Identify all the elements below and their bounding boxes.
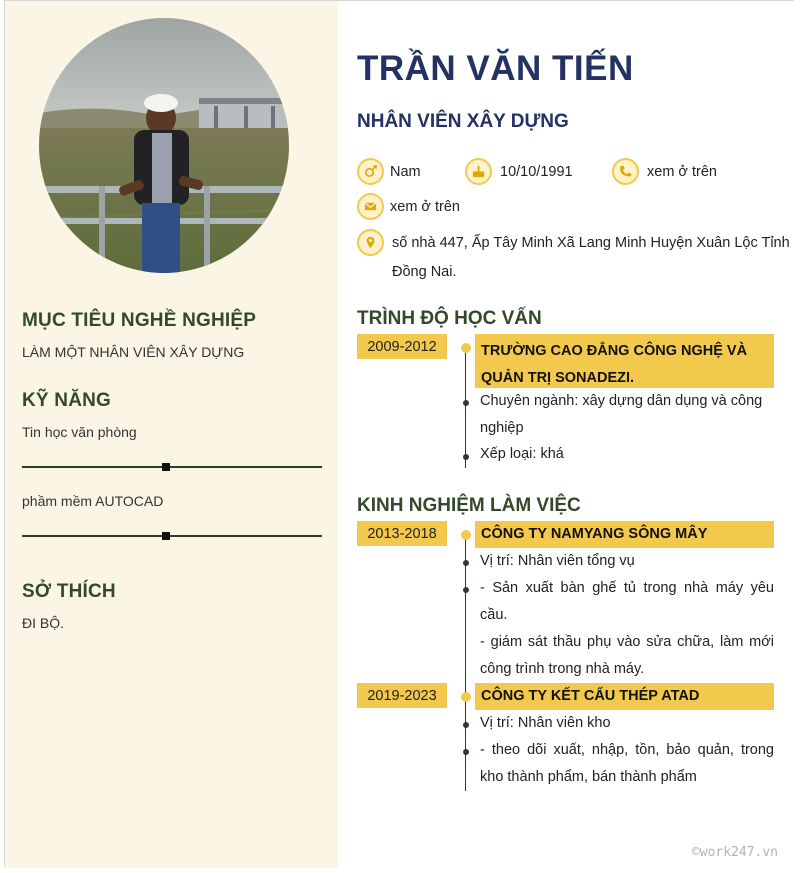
address-value: số nhà 447, Ấp Tây Minh Xã Lang Minh Huyện Xuân Lộc Tỉnh Đồng Nai. xyxy=(392,235,790,280)
phone-value: xem ở trên xyxy=(647,163,717,180)
email-value: xem ở trên xyxy=(390,198,460,215)
sidebar xyxy=(5,1,338,868)
bullet-dot xyxy=(463,749,469,755)
phone-icon xyxy=(612,158,639,185)
timeline-marker xyxy=(461,530,471,540)
education-timeline xyxy=(465,345,466,468)
job-duty: - giám sát thầu phụ vào sửa chữa, làm mới công trình trong nhà máy. xyxy=(480,634,774,677)
timeline-marker xyxy=(461,692,471,702)
address-info xyxy=(357,229,390,256)
bullet-dot xyxy=(463,400,469,406)
location-icon xyxy=(357,229,384,256)
experience-years: 2013-2018 xyxy=(357,521,447,546)
objective-text: LÀM MỘT NHÂN VIÊN XÂY DỰNG xyxy=(22,344,245,360)
cv-page xyxy=(4,0,794,867)
gender-value: Nam xyxy=(390,163,421,180)
experience-title: KINH NGHIỆM LÀM VIỆC xyxy=(357,495,581,516)
job-position: Vị trí: Nhân viên tổng vụ xyxy=(480,553,635,569)
hobbies-title: SỞ THÍCH xyxy=(22,581,116,602)
skill-name: Tin học văn phòng xyxy=(22,424,137,440)
gender-info xyxy=(357,158,421,185)
company-name: CÔNG TY NAMYANG SÔNG MÂY xyxy=(475,521,774,548)
objective-title: MỤC TIÊU NGHỀ NGHIỆP xyxy=(22,310,257,331)
skills-title: KỸ NĂNG xyxy=(22,390,112,411)
skill-name: phầm mềm AUTOCAD xyxy=(22,493,164,509)
bullet-dot xyxy=(463,454,469,460)
avatar xyxy=(39,18,289,273)
email-icon xyxy=(357,193,384,220)
job-duty: - Sản xuất bàn ghế tủ trong nhà máy yêu cầu. xyxy=(480,580,774,623)
birthday-value: 10/10/1991 xyxy=(500,163,573,180)
watermark: ©work247.vn xyxy=(691,845,778,860)
bullet-dot xyxy=(463,722,469,728)
job-duty: - theo dõi xuất, nhập, tồn, bảo quản, trong kho thành phẩm, bán thành phẩm xyxy=(480,742,774,785)
experience-years: 2019-2023 xyxy=(357,683,447,708)
education-years: 2009-2012 xyxy=(357,334,447,359)
skill-level-knob xyxy=(162,532,170,540)
avatar-photo xyxy=(39,18,289,273)
education-title: TRÌNH ĐỘ HỌC VẤN xyxy=(357,308,542,329)
job-position: Vị trí: Nhân viên kho xyxy=(480,715,611,731)
phone-info xyxy=(612,158,717,185)
main-content xyxy=(338,1,795,868)
birthday-info xyxy=(465,158,573,185)
school-name: TRƯỜNG CAO ĐẲNG CÔNG NGHỆ VÀ QUẢN TRỊ SONADEZI. xyxy=(475,334,774,388)
timeline-marker xyxy=(461,343,471,353)
bullet-dot xyxy=(463,587,469,593)
education-grade: Xếp loại: khá xyxy=(480,446,564,462)
skill-level-knob xyxy=(162,463,170,471)
full-name: TRẦN VĂN TIẾN xyxy=(357,49,634,88)
job-title: NHÂN VIÊN XÂY DỰNG xyxy=(357,111,569,132)
hobbies-text: ĐI BỘ. xyxy=(22,615,65,631)
education-major: Chuyên ngành: xây dựng dân dụng và công nghiệp xyxy=(480,393,763,436)
email-info xyxy=(357,193,460,220)
gender-icon xyxy=(357,158,384,185)
skill-level-bar xyxy=(22,535,322,537)
bullet-dot xyxy=(463,560,469,566)
birthday-icon xyxy=(465,158,492,185)
company-name: CÔNG TY KẾT CẤU THÉP ATAD xyxy=(475,683,774,710)
skill-level-bar xyxy=(22,466,322,468)
